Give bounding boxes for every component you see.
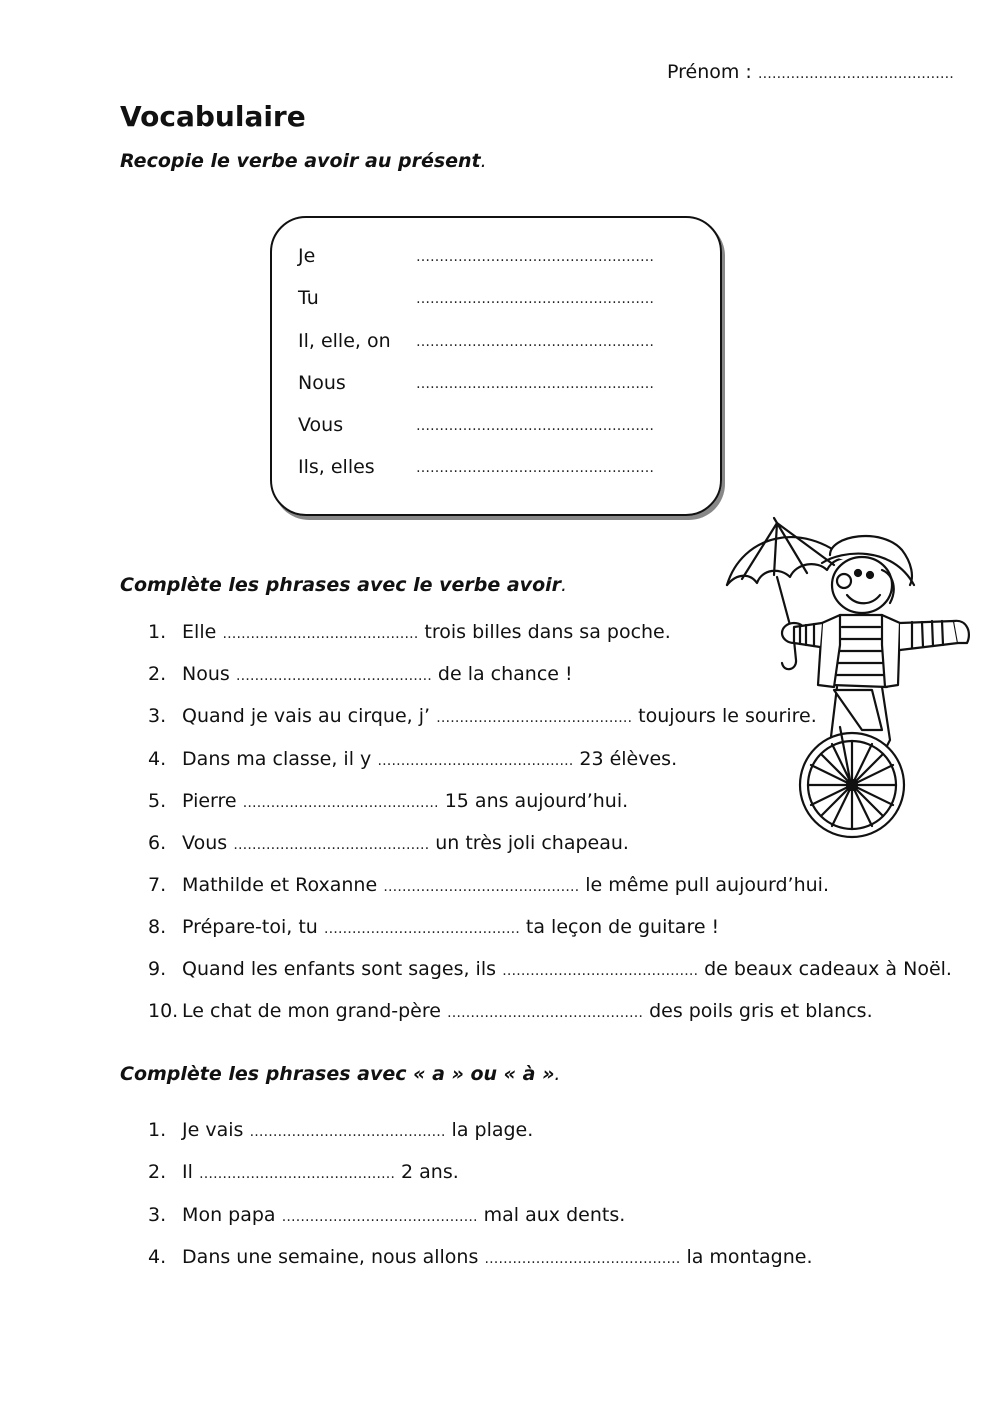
sentence-start: Vous xyxy=(182,832,228,854)
sentence-start: Pierre xyxy=(182,790,237,812)
sentence-start: Quand les enfants sont sages, ils xyxy=(182,958,497,980)
item-number: 1. xyxy=(148,621,167,643)
exercise-item xyxy=(148,748,677,770)
sentence-end: de beaux cadeaux à Noël. xyxy=(704,958,952,980)
item-number: 8. xyxy=(148,916,167,938)
sentence-end: 15 ans aujourd’hui. xyxy=(444,790,629,812)
sentence-start: Prépare-toi, tu xyxy=(182,916,318,938)
name-blank[interactable]: …………………………………… xyxy=(757,66,954,82)
conjugation-blank[interactable]: …………………………………………… xyxy=(416,291,654,307)
sentence-start: Nous xyxy=(182,663,230,685)
sentence-start: Il xyxy=(182,1161,193,1183)
name-field[interactable] xyxy=(667,61,954,83)
exercise-item xyxy=(148,874,829,896)
answer-blank[interactable]: …………………………………… xyxy=(233,837,430,853)
answer-blank[interactable]: …………………………………… xyxy=(249,1124,446,1140)
clown-on-unicycle-icon xyxy=(722,515,972,860)
sentence-end: la montagne. xyxy=(686,1246,813,1268)
item-number: 7. xyxy=(148,874,167,896)
sentence-start: Mon papa xyxy=(182,1204,276,1226)
answer-blank[interactable]: …………………………………… xyxy=(484,1251,681,1267)
pronoun-label: Je xyxy=(298,245,316,267)
answer-blank[interactable]: …………………………………… xyxy=(222,626,419,642)
sentence-end: le même pull aujourd’hui. xyxy=(585,874,830,896)
instruction-2: Complète les phrases avec le verbe avoir. xyxy=(120,574,568,596)
exercise-item xyxy=(148,958,952,980)
sentence-start: Dans ma classe, il y xyxy=(182,748,372,770)
item-number: 2. xyxy=(148,663,167,685)
item-number: 4. xyxy=(148,748,167,770)
instruction-1: Recopie le verbe avoir au présent. xyxy=(120,150,487,172)
sentence-end: toujours le sourire. xyxy=(638,705,817,727)
conjugation-blank[interactable]: …………………………………………… xyxy=(416,418,654,434)
sentence-end: 2 ans. xyxy=(401,1161,459,1183)
pronoun-label: Nous xyxy=(298,372,346,394)
item-number: 1. xyxy=(148,1119,167,1141)
sentence-start: Mathilde et Roxanne xyxy=(182,874,378,896)
pronoun-label: Vous xyxy=(298,414,344,436)
answer-blank[interactable]: …………………………………… xyxy=(447,1005,644,1021)
exercise-item xyxy=(148,1161,459,1183)
item-number: 9. xyxy=(148,958,167,980)
instruction-3: Complète les phrases avec « a » ou « à ». xyxy=(120,1063,561,1085)
item-number: 6. xyxy=(148,832,167,854)
sentence-end: la plage. xyxy=(451,1119,534,1141)
answer-blank[interactable]: …………………………………… xyxy=(242,795,439,811)
answer-blank[interactable]: …………………………………… xyxy=(377,753,574,769)
item-number: 3. xyxy=(148,1204,167,1226)
sentence-end: ta leçon de guitare ! xyxy=(525,916,720,938)
sentence-start: Le chat de mon grand-père xyxy=(182,1000,441,1022)
exercise-item xyxy=(148,1204,625,1226)
answer-blank[interactable]: …………………………………… xyxy=(198,1166,395,1182)
pronoun-label: Il, elle, on xyxy=(298,330,391,352)
exercise-item xyxy=(148,1119,533,1141)
sentence-start: Dans une semaine, nous allons xyxy=(182,1246,479,1268)
sentence-end: de la chance ! xyxy=(437,663,573,685)
item-number: 2. xyxy=(148,1161,167,1183)
answer-blank[interactable]: …………………………………… xyxy=(502,963,699,979)
item-number: 10. xyxy=(148,1000,179,1022)
conjugation-blank[interactable]: …………………………………………… xyxy=(416,376,654,392)
name-label: Prénom : xyxy=(667,61,752,83)
sentence-start: Quand je vais au cirque, j’ xyxy=(182,705,431,727)
answer-blank[interactable]: …………………………………… xyxy=(323,921,520,937)
exercise-item xyxy=(148,621,671,643)
pronoun-label: Tu xyxy=(298,287,319,309)
item-number: 4. xyxy=(148,1246,167,1268)
sentence-end: 23 élèves. xyxy=(579,748,678,770)
exercise-item xyxy=(148,790,628,812)
exercise-item xyxy=(148,1000,873,1022)
sentence-start: Elle xyxy=(182,621,217,643)
answer-blank[interactable]: …………………………………… xyxy=(281,1209,478,1225)
item-number: 5. xyxy=(148,790,167,812)
sentence-end: un très joli chapeau. xyxy=(435,832,629,854)
answer-blank[interactable]: …………………………………… xyxy=(436,710,633,726)
conjugation-blank[interactable]: …………………………………………… xyxy=(416,460,654,476)
conjugation-blank[interactable]: …………………………………………… xyxy=(416,249,654,265)
sentence-end: des poils gris et blancs. xyxy=(649,1000,873,1022)
exercise-item xyxy=(148,1246,813,1268)
sentence-start: Je vais xyxy=(182,1119,244,1141)
conjugation-blank[interactable]: …………………………………………… xyxy=(416,334,654,350)
item-number: 3. xyxy=(148,705,167,727)
sentence-end: mal aux dents. xyxy=(483,1204,626,1226)
answer-blank[interactable]: …………………………………… xyxy=(383,879,580,895)
exercise-item xyxy=(148,832,629,854)
exercise-item xyxy=(148,705,817,727)
exercise-item xyxy=(148,916,719,938)
page-title: Vocabulaire xyxy=(120,100,306,133)
pronoun-label: Ils, elles xyxy=(298,456,375,478)
exercise-item xyxy=(148,663,573,685)
sentence-end: trois billes dans sa poche. xyxy=(424,621,671,643)
answer-blank[interactable]: …………………………………… xyxy=(235,668,432,684)
